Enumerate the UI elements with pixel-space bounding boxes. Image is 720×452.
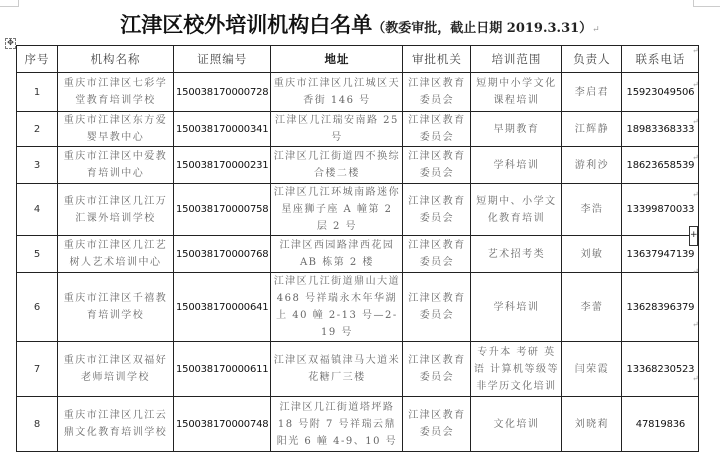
cell-name: 重庆市江津区几江艺树人艺术培训中心 <box>58 236 174 273</box>
cell-manager: 李蕾 <box>562 273 622 342</box>
cell-license: 150038170000748 <box>174 397 271 452</box>
cell-address: 重庆市江津区几江城区天香街 146 号 <box>271 73 403 112</box>
cell-manager: 刘晓莉 <box>562 397 622 452</box>
row-end-mark-icon: ↵ <box>692 80 699 89</box>
cell-authority: 江津区教育委员会 <box>403 273 471 342</box>
cell-address: 江津区几江环城南路迷你星座狮子座 A 幢第 2 层 2 号 <box>271 184 403 236</box>
table-row <box>17 73 699 112</box>
cell-manager: 刘敏 <box>562 236 622 273</box>
cell-authority: 江津区教育委员会 <box>403 112 471 147</box>
cell-authority: 江津区教育委员会 <box>403 236 471 273</box>
header-authority: 审批机关 <box>403 46 471 73</box>
row-end-mark-icon: ↵ <box>692 153 699 162</box>
title-subtitle: （教委审批，截止日期 2019.3.31） <box>372 21 593 36</box>
cell-authority: 江津区教育委员会 <box>403 184 471 236</box>
cell-license: 150038170000611 <box>174 342 271 397</box>
cell-phone: 13628396379 <box>622 273 699 342</box>
cell-scope: 学科培训 <box>471 147 562 184</box>
row-end-mark-icon: ↵ <box>692 267 699 276</box>
cell-name: 重庆市江津区几江云鼎文化教育培训学校 <box>58 397 174 452</box>
cell-name: 重庆市江津区七彩学堂教育培训学校 <box>58 73 174 112</box>
cell-phone: 18623658539 <box>622 147 699 184</box>
table-row <box>17 342 699 397</box>
cell-authority: 江津区教育委员会 <box>403 147 471 184</box>
row-end-mark-icon: ↵ <box>692 117 699 126</box>
table-row <box>17 184 699 236</box>
cell-license: 150038170000641 <box>174 273 271 342</box>
cell-manager: 闫荣霞 <box>562 342 622 397</box>
title-main: 江津区校外培训机构白名单 <box>120 12 373 37</box>
row-end-mark-icon: ↵ <box>692 320 699 329</box>
header-phone: 联系电话 <box>622 46 699 73</box>
table-row <box>17 397 699 452</box>
cell-authority: 江津区教育委员会 <box>403 73 471 112</box>
page-corner-mark-right <box>693 0 720 7</box>
table-row <box>17 147 699 184</box>
table-row <box>17 112 699 147</box>
cell-scope: 早期教育 <box>471 112 562 147</box>
cell-seq: 5 <box>17 236 58 273</box>
cell-scope: 专升本 考研 英语 计算机等级等非学历文化培训 <box>471 342 562 397</box>
table-row <box>17 273 699 342</box>
cell-manager: 李浩 <box>562 184 622 236</box>
cell-seq: 3 <box>17 147 58 184</box>
cell-license: 150038170000758 <box>174 184 271 236</box>
cell-seq: 4 <box>17 184 58 236</box>
cell-name: 重庆市江津区千禧教育培训学校 <box>58 273 174 342</box>
cell-address: 江津区双福镇津马大道米花糖厂三楼 <box>271 342 403 397</box>
cell-seq: 8 <box>17 397 58 452</box>
table-row-insert-handle-icon[interactable]: + <box>689 226 698 246</box>
cell-scope: 短期中、小学文化教育培训 <box>471 184 562 236</box>
cell-seq: 1 <box>17 73 58 112</box>
cell-scope: 文化培训 <box>471 397 562 452</box>
page-corner-mark-left <box>0 0 19 7</box>
cell-scope: 短期中小学文化课程培训 <box>471 73 562 112</box>
row-end-mark-icon: ↵ <box>692 46 699 55</box>
cell-name: 重庆市江津区中爱教育培训中心 <box>58 147 174 184</box>
cell-name: 重庆市江津区东方爱婴早教中心 <box>58 112 174 147</box>
cell-seq: 7 <box>17 342 58 397</box>
cell-name: 重庆市江津区双福好老师培训学校 <box>58 342 174 397</box>
cell-name: 重庆市江津区几江万汇课外培训学校 <box>58 184 174 236</box>
cell-address: 江津区几江街道四不换综合楼二楼 <box>271 147 403 184</box>
cell-license: 150038170000728 <box>174 73 271 112</box>
cell-phone: 13399870033 <box>622 184 699 236</box>
cell-license: 150038170000768 <box>174 236 271 273</box>
header-address: 地址 <box>271 46 403 73</box>
cell-license: 150038170000231 <box>174 147 271 184</box>
cell-authority: 江津区教育委员会 <box>403 342 471 397</box>
whitelist-table <box>16 45 699 452</box>
header-seq: 序号 <box>17 46 58 73</box>
table-move-handle-icon[interactable]: ✥ <box>5 38 16 49</box>
cell-scope: 艺术招考类 <box>471 236 562 273</box>
cell-phone: 18983368333 <box>622 112 699 147</box>
cell-scope: 学科培训 <box>471 273 562 342</box>
header-license: 证照编号 <box>174 46 271 73</box>
cell-address: 江津区西园路津西花园 AB 栋第 2 楼 <box>271 236 403 273</box>
cell-manager: 江辉静 <box>562 112 622 147</box>
cell-manager: 游利沙 <box>562 147 622 184</box>
paragraph-mark-icon: ↵ <box>592 25 600 35</box>
table-header-row <box>17 46 699 73</box>
document-title <box>0 9 720 39</box>
row-end-mark-icon: ↵ <box>692 374 699 383</box>
table-row <box>17 236 699 273</box>
cell-address: 江津区几江瑞安南路 25 号 <box>271 112 403 147</box>
cell-manager: 李启君 <box>562 73 622 112</box>
row-end-mark-icon: ↵ <box>692 190 699 199</box>
cell-authority: 江津区教育委员会 <box>403 397 471 452</box>
cell-address: 江津区几江街道塔坪路 18 号附 7 号祥瑞云鼎阳光 6 幢 4-9、10 号 <box>271 397 403 452</box>
header-name: 机构名称 <box>58 46 174 73</box>
cell-seq: 6 <box>17 273 58 342</box>
cell-phone: 15923049506 <box>622 73 699 112</box>
header-manager: 负责人 <box>562 46 622 73</box>
header-scope: 培训范围 <box>471 46 562 73</box>
cell-phone: 47819836 <box>622 397 699 452</box>
cell-license: 150038170000341 <box>174 112 271 147</box>
cell-phone: 13368230523 <box>622 342 699 397</box>
cell-seq: 2 <box>17 112 58 147</box>
cell-address: 江津区几江街道鼎山大道 468 号祥瑞永木年华湖上 40 幢 2-13 号—2-19 号 <box>271 273 403 342</box>
cell-phone: 13637947139 <box>622 236 699 273</box>
